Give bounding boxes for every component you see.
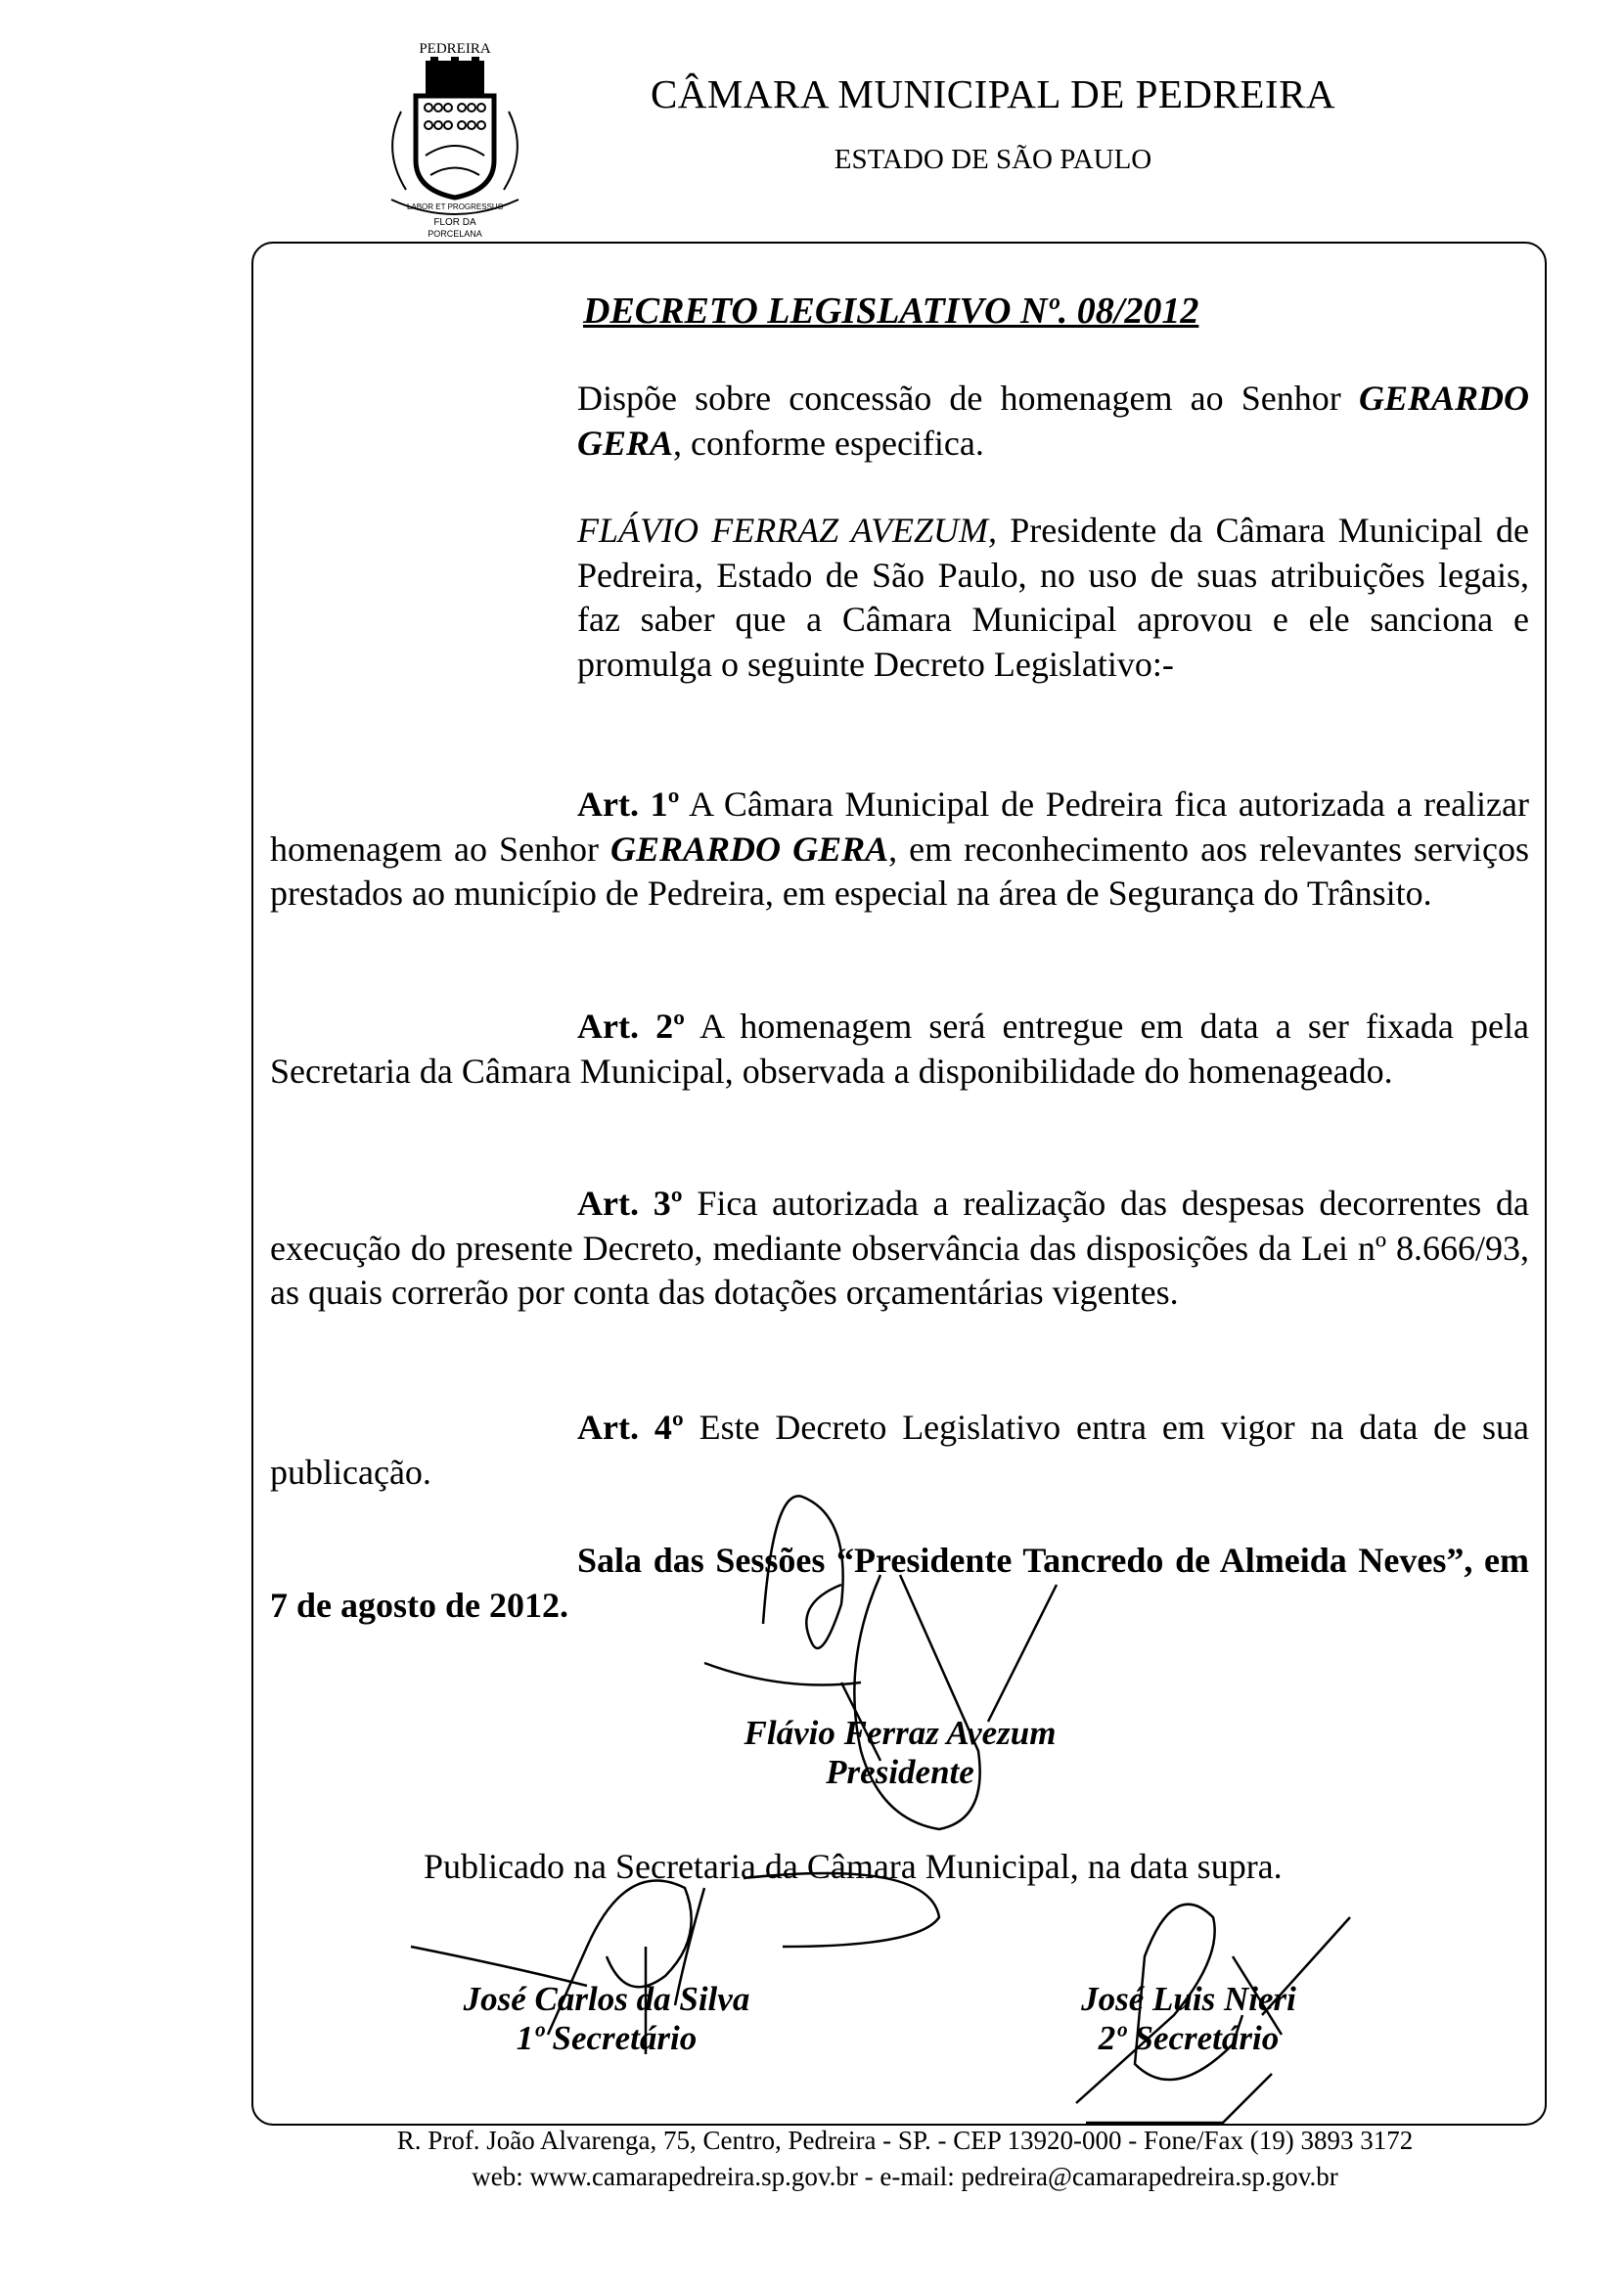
secretary-1-signature-block bbox=[411, 1980, 802, 2058]
article-1 bbox=[270, 783, 1529, 917]
secretary-1-role: 1º Secretário bbox=[516, 2019, 698, 2057]
article-text: A Câmara Municipal de Pedreira fica autorizada a realizar homenagem ao Senhor bbox=[270, 785, 1529, 869]
honoree-name: GERARDO GERA bbox=[610, 829, 889, 869]
ementa-text-end: , conforme especifica. bbox=[673, 423, 984, 463]
secretary-1-name: José Carlos da Silva bbox=[463, 1980, 750, 2018]
logo-motto: LABOR ET PROGRESSUS bbox=[406, 202, 504, 211]
article-text: Este Decreto Legislativo entra em vigor na data de sua publicação. bbox=[270, 1408, 1529, 1492]
article-label: Art. 1º bbox=[577, 785, 680, 824]
footer bbox=[245, 2123, 1565, 2195]
article-label: Art. 2º bbox=[577, 1007, 685, 1046]
secretary-2-name: José Luis Nieri bbox=[1081, 1980, 1296, 2018]
publication-note: Publicado na Secretaria da Câmara Municipal, na data supra. bbox=[424, 1847, 1283, 1886]
article-3 bbox=[270, 1182, 1529, 1316]
svg-text:PEDREIRA: PEDREIRA bbox=[419, 41, 491, 57]
footer-web: web: www.camarapedreira.sp.gov.br - e-mail: pedreira@camarapedreira.sp.gov.br bbox=[472, 2162, 1338, 2191]
president-signature-block bbox=[685, 1714, 1115, 1792]
secretary-2-role: 2º Secretário bbox=[1098, 2019, 1280, 2057]
secretary-2-signature-block bbox=[1057, 1980, 1321, 2058]
closing-statement: Sala das Sessões “Presidente Tancredo de Almeida Neves”, em 7 de agosto de 2012. bbox=[270, 1541, 1529, 1625]
footer-address: R. Prof. João Alvarenga, 75, Centro, Pedreira - SP. - CEP 13920-000 - Fone/Fax (19) 3893 3172 bbox=[396, 2126, 1414, 2155]
article-4 bbox=[270, 1406, 1529, 1495]
article-label: Art. 3º bbox=[577, 1184, 683, 1223]
article-text: A homenagem será entregue em data a ser fixada pela Secretaria da Câmara Municipal, observada a disponibilidade do homenageado. bbox=[270, 1007, 1529, 1091]
ementa-text: Dispõe sobre concessão de homenagem ao Senhor bbox=[577, 379, 1359, 418]
article-2 bbox=[270, 1005, 1529, 1094]
svg-text:PORCELANA: PORCELANA bbox=[428, 229, 482, 239]
article-text: Fica autorizada a realização das despesas decorrentes da execução do presente Decreto, mediante observância das disposições da Lei nº 8.666/93, as quais correrão por conta das dotações orçamentárias vigentes. bbox=[270, 1184, 1530, 1312]
preamble bbox=[577, 509, 1529, 687]
article-text-end: , em reconhecimento aos relevantes serviços prestados ao município de Pedreira, em especial na área de Segurança do Trânsito. bbox=[270, 829, 1529, 913]
honoree-name: GERARDO GERA bbox=[577, 379, 1529, 463]
president-name: FLÁVIO FERRAZ AVEZUM, bbox=[577, 511, 997, 550]
signatory-role: Presidente bbox=[826, 1753, 974, 1791]
svg-text:FLOR DA: FLOR DA bbox=[433, 217, 476, 228]
signatory-name: Flávio Ferraz Avezum bbox=[744, 1714, 1057, 1752]
document-title: DECRETO LEGISLATIVO Nº. 08/2012 bbox=[583, 291, 1199, 332]
article-label: Art. 4º bbox=[577, 1408, 684, 1447]
ementa bbox=[577, 377, 1529, 466]
preamble-text: Presidente da Câmara Municipal de Pedreira, Estado de São Paulo, no uso de suas atribuições legais, faz saber que a Câmara Municipal aprovou e ele sanciona e promulga o seguinte Decreto Legislativo:- bbox=[577, 511, 1529, 684]
organization-name: CÂMARA MUNICIPAL DE PEDREIRA bbox=[650, 71, 1336, 116]
state-name: ESTADO DE SÃO PAULO bbox=[834, 144, 1152, 175]
coat-of-arms-logo bbox=[372, 33, 538, 241]
